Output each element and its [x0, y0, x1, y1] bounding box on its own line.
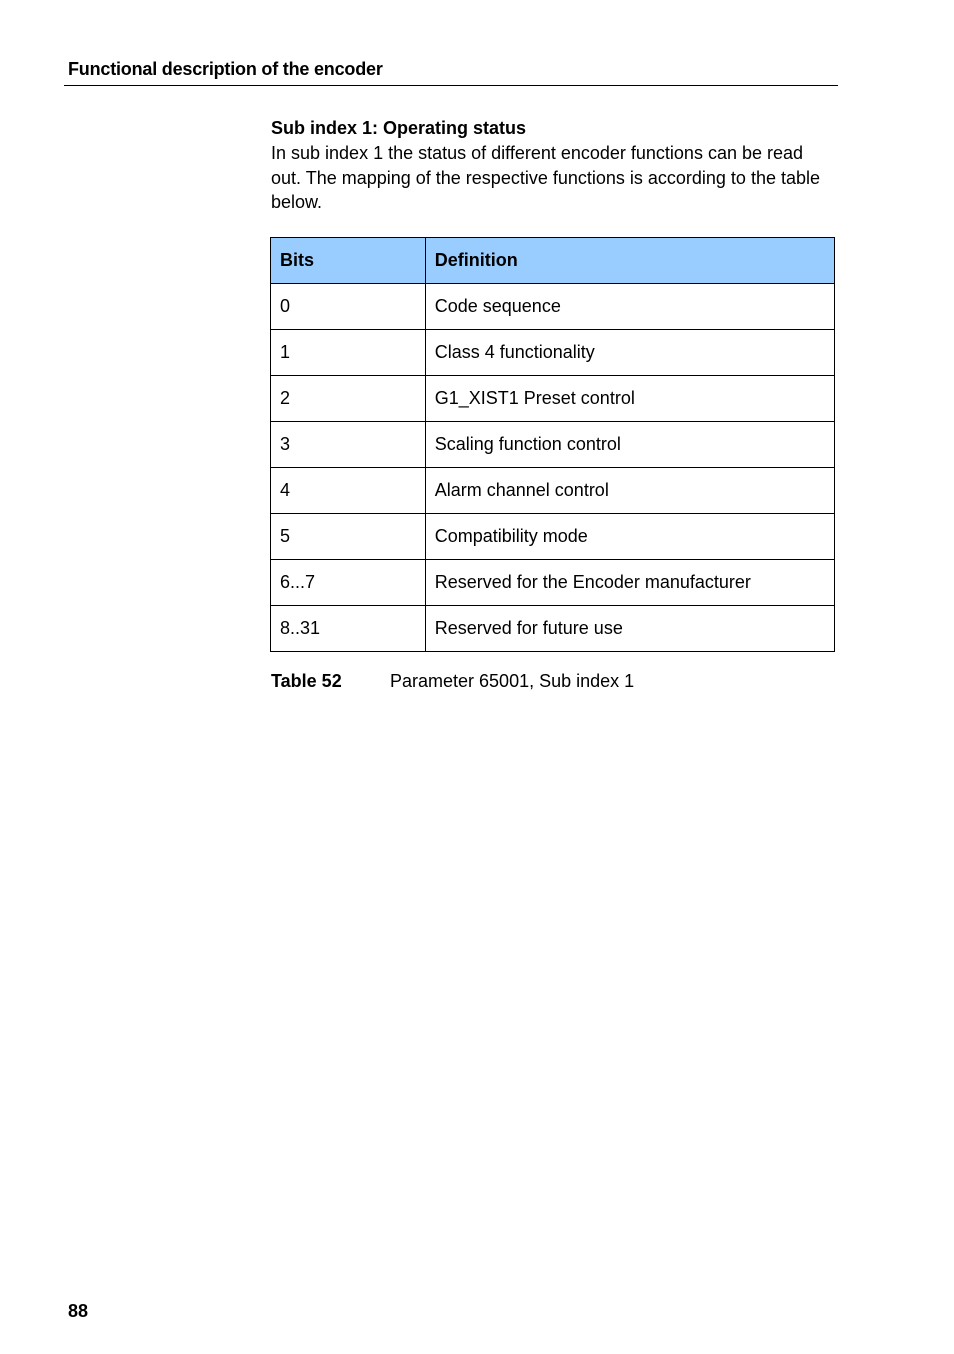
table-row: [271, 514, 835, 560]
cell-definition: Reserved for the Encoder manufacturer: [425, 560, 834, 606]
header-divider: [64, 85, 838, 86]
cell-definition: Compatibility mode: [425, 514, 834, 560]
table-row: [271, 330, 835, 376]
table-row: [271, 376, 835, 422]
cell-bits: 6...7: [271, 560, 426, 606]
table-row: [271, 284, 835, 330]
caption-text: Parameter 65001, Sub index 1: [390, 671, 635, 691]
cell-definition: Alarm channel control: [425, 468, 834, 514]
cell-bits: 5: [271, 514, 426, 560]
cell-definition: Code sequence: [425, 284, 834, 330]
cell-bits: 2: [271, 376, 426, 422]
caption-label: Table 52: [271, 671, 342, 691]
section-body: In sub index 1 the status of different encoder functions can be read out. The mapping of the respective functions is according to the table below.: [271, 143, 820, 212]
cell-definition: G1_XIST1 Preset control: [425, 376, 834, 422]
cell-bits: 8..31: [271, 606, 426, 652]
running-header-title: Functional description of the encoder: [68, 59, 383, 79]
cell-definition: Class 4 functionality: [425, 330, 834, 376]
page-number: 88: [68, 1301, 89, 1321]
column-header-bits: Bits: [271, 238, 426, 284]
table-caption: [271, 671, 634, 692]
cell-bits: 1: [271, 330, 426, 376]
cell-bits: 3: [271, 422, 426, 468]
column-header-definition: Definition: [425, 238, 834, 284]
table-row: [271, 468, 835, 514]
section-sub-index-1: [271, 117, 841, 215]
table-row: [271, 560, 835, 606]
cell-definition: Reserved for future use: [425, 606, 834, 652]
table-row: [271, 422, 835, 468]
bits-definition-table: [270, 237, 835, 652]
section-title: Sub index 1: Operating status: [271, 118, 527, 138]
table-header-row: [271, 238, 835, 284]
cell-bits: 4: [271, 468, 426, 514]
cell-definition: Scaling function control: [425, 422, 834, 468]
cell-bits: 0: [271, 284, 426, 330]
table-row: [271, 606, 835, 652]
